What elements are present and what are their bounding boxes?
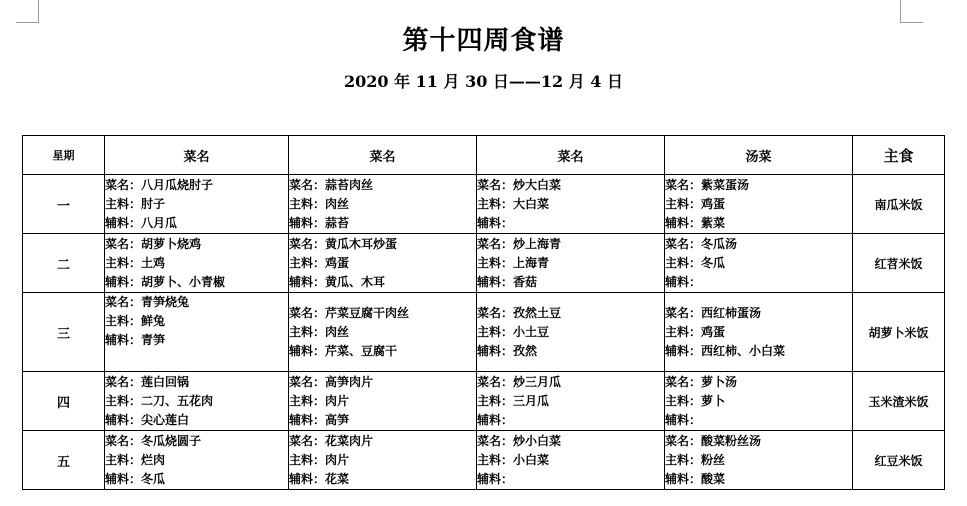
main-ingredient-line: 主料：鸡蛋: [289, 255, 350, 270]
staple-cell: 红豆米饭: [853, 431, 945, 490]
dish-name-line: 菜名：黄瓜木耳炒蛋: [289, 236, 398, 251]
dish-name-line: 菜名：莲白回锅: [105, 374, 190, 389]
side-ingredient-line: 辅料：: [665, 412, 702, 427]
soup-cell: [665, 293, 853, 372]
dish-2-cell: [289, 431, 477, 490]
main-ingredient-line: 主料：小土豆: [477, 324, 550, 339]
dish-name-line: 菜名：冬瓜烧圆子: [105, 433, 202, 448]
page-corner-mark-left: [16, 0, 39, 23]
main-ingredient-line: 主料：肉片: [289, 452, 350, 467]
day-cell: 二: [23, 234, 105, 293]
main-ingredient-line: 主料：肉片: [289, 393, 350, 408]
side-ingredient-line: 辅料：青笋: [105, 333, 166, 347]
side-ingredient-line: 辅料：西红柿、小白菜: [665, 343, 786, 358]
dish-name-line: 菜名：西红柿蛋汤: [665, 305, 762, 320]
dish-name-line: 菜名：芹菜豆腐干肉丝: [289, 305, 410, 320]
side-ingredient-line: 辅料：香菇: [477, 274, 538, 289]
main-ingredient-line: 主料：肘子: [105, 196, 166, 211]
dish-name-line: 菜名：蒜苔肉丝: [289, 177, 374, 192]
side-ingredient-line: 辅料：孜然: [477, 343, 538, 358]
side-ingredient-line: 辅料：: [477, 215, 514, 230]
dish-name-line: 菜名：花菜肉片: [289, 433, 374, 448]
dish-3-cell: [477, 372, 665, 431]
table-row: [23, 431, 945, 490]
soup-cell: [665, 234, 853, 293]
dish-name-line: 菜名：炒小白菜: [477, 433, 562, 448]
table-row: [23, 293, 945, 372]
dish-name-line: 菜名：炒三月瓜: [477, 374, 562, 389]
dish-name-line: 菜名：炒大白菜: [477, 177, 562, 192]
main-ingredient-line: 主料：肉丝: [289, 324, 350, 339]
main-ingredient-line: 主料：小白菜: [477, 452, 550, 467]
main-ingredient-line: 主料：鲜兔: [105, 314, 166, 328]
page-corner-mark-right: [900, 0, 923, 23]
staple-cell: 红苕米饭: [853, 234, 945, 293]
dish-1-cell: [105, 293, 289, 372]
side-ingredient-line: 辅料：酸菜: [665, 471, 726, 486]
soup-cell: [665, 175, 853, 234]
dish-1-cell: [105, 372, 289, 431]
dish-name-line: 菜名：酸菜粉丝汤: [665, 433, 762, 448]
side-ingredient-line: 辅料：高笋: [289, 412, 350, 427]
main-ingredient-line: 主料：土鸡: [105, 255, 166, 270]
dish-name-line: 菜名：炒上海青: [477, 236, 562, 251]
dish-name-line: 菜名：八月瓜烧肘子: [105, 177, 214, 192]
dish-3-cell: [477, 234, 665, 293]
side-ingredient-line: 辅料：尖心莲白: [105, 412, 190, 427]
header-dish-3: 菜名: [477, 136, 665, 175]
side-ingredient-line: 辅料：花菜: [289, 471, 350, 486]
dish-2-cell: [289, 175, 477, 234]
table-row: [23, 372, 945, 431]
main-ingredient-line: 主料：上海青: [477, 255, 550, 270]
page-title: 第十四周食谱: [402, 26, 565, 56]
side-ingredient-line: 辅料：: [477, 412, 514, 427]
dish-name-line: 菜名：胡萝卜烧鸡: [105, 236, 202, 251]
staple-cell: 胡萝卜米饭: [853, 293, 945, 372]
staple-cell: 南瓜米饭: [853, 175, 945, 234]
side-ingredient-line: 辅料：: [665, 274, 702, 289]
dish-2-cell: [289, 293, 477, 372]
side-ingredient-line: 辅料：冬瓜: [105, 471, 166, 486]
dish-name-line: 菜名：紫菜蛋汤: [665, 177, 750, 192]
dish-name-line: 菜名：青笋烧兔: [105, 295, 190, 309]
main-ingredient-line: 主料：肉丝: [289, 196, 350, 211]
dish-2-cell: [289, 234, 477, 293]
day-cell: 一: [23, 175, 105, 234]
side-ingredient-line: 辅料：芹菜、豆腐干: [289, 343, 398, 358]
side-ingredient-line: 辅料：紫菜: [665, 215, 726, 230]
header-staple: 主食: [853, 136, 945, 175]
header-dish-2: 菜名: [289, 136, 477, 175]
dish-name-line: 菜名：高笋肉片: [289, 374, 374, 389]
day-cell: 五: [23, 431, 105, 490]
day-cell: 四: [23, 372, 105, 431]
main-ingredient-line: 主料：粉丝: [665, 452, 726, 467]
dish-name-line: 菜名：冬瓜汤: [665, 236, 738, 251]
main-ingredient-line: 主料：鸡蛋: [665, 324, 726, 339]
table-row: [23, 234, 945, 293]
main-ingredient-line: 主料：二刀、五花肉: [105, 393, 214, 408]
dish-2-cell: [289, 372, 477, 431]
header-dish-1: 菜名: [105, 136, 289, 175]
main-ingredient-line: 主料：烂肉: [105, 452, 166, 467]
main-ingredient-line: 主料：冬瓜: [665, 255, 726, 270]
side-ingredient-line: 辅料：: [477, 471, 514, 486]
side-ingredient-line: 辅料：胡萝卜、小青椒: [105, 274, 226, 289]
side-ingredient-line: 辅料：蒜苔: [289, 215, 350, 230]
menu-table: [22, 135, 945, 490]
day-cell: 三: [23, 293, 105, 372]
staple-cell: 玉米渣米饭: [853, 372, 945, 431]
soup-cell: [665, 431, 853, 490]
table-row: [23, 175, 945, 234]
soup-cell: [665, 372, 853, 431]
side-ingredient-line: 辅料：黄瓜、木耳: [289, 274, 386, 289]
date-range: 2020 年 11 月 30 日——12 月 4 日: [343, 72, 624, 91]
dish-3-cell: [477, 175, 665, 234]
side-ingredient-line: 辅料：八月瓜: [105, 215, 178, 230]
table-header-row: [23, 136, 945, 175]
main-ingredient-line: 主料：大白菜: [477, 196, 550, 211]
header-day: 星期: [23, 136, 105, 175]
main-ingredient-line: 主料：萝卜: [665, 393, 726, 408]
main-ingredient-line: 主料：三月瓜: [477, 393, 550, 408]
header-soup: 汤菜: [665, 136, 853, 175]
dish-3-cell: [477, 293, 665, 372]
main-ingredient-line: 主料：鸡蛋: [665, 196, 726, 211]
dish-name-line: 菜名：孜然土豆: [477, 305, 562, 320]
dish-name-line: 菜名：萝卜汤: [665, 374, 738, 389]
dish-1-cell: [105, 175, 289, 234]
dish-3-cell: [477, 431, 665, 490]
dish-1-cell: [105, 234, 289, 293]
dish-1-cell: [105, 431, 289, 490]
